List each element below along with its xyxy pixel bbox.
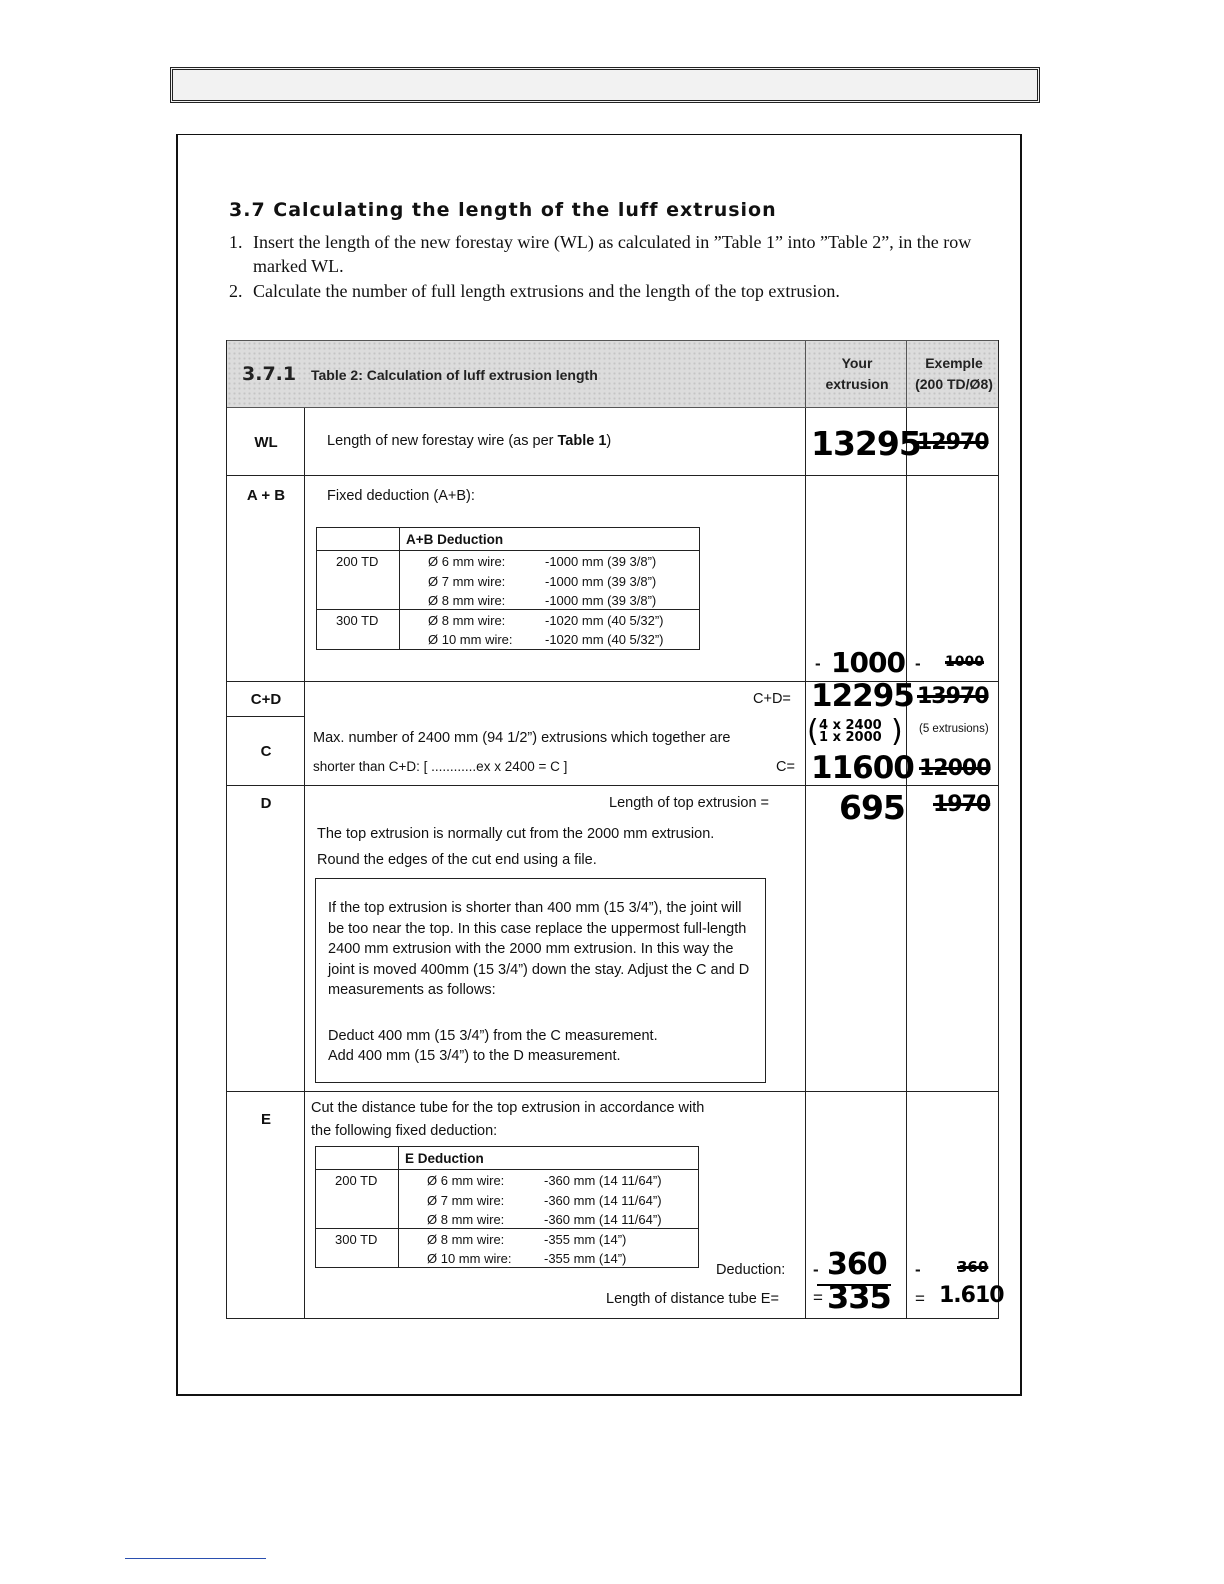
e-description-line1: Cut the distance tube for the top extrusion in accordance with (311, 1100, 705, 1116)
note-paragraph: Deduct 400 mm (15 3/4”) from the C measurement. Add 400 mm (15 3/4”) to the D measurement. (328, 1027, 658, 1064)
row-label-e: E (260, 1111, 271, 1128)
c-description-line2: shorter than C+D: [ ............ex x 2400 = C ] (313, 759, 568, 774)
wl-description: Length of new forestay wire (as per Table 1) (327, 433, 612, 449)
model-label: 300 TD (335, 1232, 378, 1247)
instruction-item: 2. Calculate the number of full length extrusions and the length of the top extrusion. (229, 281, 840, 301)
instruction-text: Calculate the number of full length extrusions and the length of the top extrusion. (253, 281, 840, 301)
model-label: 200 TD (335, 1173, 378, 1188)
wire-size: Ø 6 mm wire: (427, 1173, 505, 1188)
deduction-value: -1000 mm (39 3/8”) (545, 554, 657, 569)
note-paragraph: If the top extrusion is shorter than 400 mm (15 3/4”), the joint will be too near the top. In this case replace the uppermost full-length 2400 mm extrusion with the 2000 mm extrusion. In this way the joint is moved 400mm (15 3/4”) down the stay. Adjust the C and D measurements as follows: (328, 900, 750, 998)
minus-sign: - (815, 654, 821, 673)
d-description-line1: The top extrusion is normally cut from the 2000 mm extrusion. (317, 826, 715, 842)
example-cd-value: 13970 (917, 684, 989, 709)
wire-size: Ø 7 mm wire: (428, 574, 506, 589)
table-header (227, 340, 998, 408)
deduction-value: -360 mm (14 11/64”) (544, 1193, 662, 1208)
header-bar (170, 67, 1040, 103)
e-deduction-header: E Deduction (405, 1151, 484, 1166)
your-ab-value: 1000 (831, 646, 905, 679)
example-d-value: 1970 (933, 792, 991, 817)
your-e-deduction: 360 (827, 1247, 887, 1282)
instruction-text: Insert the length of the new forestay wire (WL) as calculated in ”Table 1” into ”Table 2”, in the row marked WL. (253, 232, 972, 276)
deduction-value: -1020 mm (40 5/32”) (545, 632, 664, 647)
deduction-value: -360 mm (14 11/64”) (544, 1173, 662, 1188)
example-wl-value: 12970 (917, 430, 989, 455)
cd-formula: C+D= (753, 691, 791, 707)
wire-size: Ø 8 mm wire: (427, 1232, 505, 1247)
wire-size: Ø 8 mm wire: (427, 1212, 505, 1227)
c-description-line1: Max. number of 2400 mm (94 1/2”) extrusions which together are (313, 730, 731, 746)
wire-size: Ø 10 mm wire: (428, 632, 513, 647)
example-c-note: (5 extrusions) (919, 723, 989, 735)
calculation-table: 3.7.1 Table 2: Calculation of luff extrusion length Your extrusion Exemple (200 TD/Ø8) WL Length of new forestay wire (as per Table 1) 13295 12970 A + B Fixed deduction (A+B): A+B Deduction 200 TD Ø 6 mm wire: -1000 mm (39 3/8”) Ø 7 mm wire: -1000 mm (39 3/8”) Ø 8 mm wire: -1000 mm (39 3/8”) 300 TD Ø 8 mm wire: -1020 mm (40 5/32”) Ø 10 mm wire: -1020 mm (40 5/32”) - 1000 - 1000 C+D C+D= 12295 13970 C Max. number of 2400 mm (94 1/2”) extrusions which together are shorter than C+D: [ ............ex x 2400 = C ] C= ( 4 x 2400 1 x 2000 ) (5 extrusions) 11600 12000 D Length of top extrusion = The top extrusion is normally cut from the 2000 mm extrusion. Round the edges of the cut end using a file. If the top extrusion is shorter than 400 mm (15 3/4”), the joint will be too near the top. In this case replace the uppermost full-length 2400 mm extrusion with the 2000 mm extrusion. In this way the joint is moved 400mm (15 3/4”) down the stay. Adjust the C and D measurements as follows: Deduct 400 mm (15 3/4”) from the C measurement. Add 400 mm (15 3/4”) to the D measurement. 695 1970 E Cut the distance tube for the top extrusion in accordance with the following fixed deduction: E Deduction 200 TD Ø 6 mm wire: -360 mm (14 11/64”) Ø 7 mm wire: -360 mm (14 11/64”) Ø 8 mm wire: -360 mm (14 11/64”) 300 TD Ø 8 mm wire: -355 mm (14”) Ø 10 mm wire: -355 mm (14”) Deduction: Length of distance tube E= - 360 - 360 = 335 = 1.610 (226, 340, 999, 1319)
row-divider (227, 1091, 998, 1092)
ab-deduction-header: A+B Deduction (406, 532, 504, 547)
deduction-label: Deduction: (716, 1262, 786, 1278)
column-divider (906, 408, 907, 1318)
your-c-value: 11600 (811, 750, 914, 786)
instruction-item: 1. Insert the length of the new forestay wire (WL) as calculated in ”Table 1” into ”Table 2”, in the row marked WL. (229, 232, 972, 276)
table-title: Table 2: Calculation of luff extrusion length (311, 367, 598, 383)
model-label: 200 TD (336, 554, 379, 569)
wire-size: Ø 6 mm wire: (428, 554, 506, 569)
example-c-value: 12000 (919, 756, 991, 781)
row-divider (227, 475, 998, 476)
wire-size: Ø 8 mm wire: (428, 593, 506, 608)
footnote-separator (125, 1558, 266, 1559)
row-label-c: C (260, 743, 272, 760)
your-wl-value: 13295 (811, 424, 921, 463)
section-title: 3.7 Calculating the length of the luff extrusion (229, 199, 777, 221)
distance-tube-label: Length of distance tube E= (606, 1291, 779, 1307)
model-label: 300 TD (336, 613, 379, 628)
deduction-value: -1020 mm (40 5/32”) (545, 613, 664, 628)
wire-size: Ø 7 mm wire: (427, 1193, 505, 1208)
ab-deduction-table (316, 527, 700, 650)
deduction-value: -360 mm (14 11/64”) (544, 1212, 662, 1227)
ab-description: Fixed deduction (A+B): (327, 488, 475, 504)
deduction-value: -355 mm (14”) (544, 1232, 627, 1247)
minus-sign: - (813, 1260, 819, 1279)
your-d-value: 695 (839, 788, 905, 827)
minus-sign: - (915, 1260, 921, 1279)
example-e-length: 1.610 (939, 1283, 1004, 1308)
header-divider (805, 340, 806, 408)
e-description-line2: the following fixed deduction: (311, 1123, 498, 1139)
d-description-line2: Round the edges of the cut end using a file. (317, 852, 597, 868)
wire-size: Ø 10 mm wire: (427, 1251, 512, 1266)
note-box (315, 878, 766, 1083)
row-divider (227, 716, 304, 717)
c-formula: C= (776, 759, 795, 775)
example-ab-value: 1000 (945, 654, 984, 670)
row-label-wl: WL (254, 434, 278, 451)
example-header: Exemple (200 TD/Ø8) (915, 355, 993, 392)
d-formula: Length of top extrusion = (609, 795, 770, 811)
row-label-ab: A + B (246, 487, 286, 504)
table-number: 3.7.1 (242, 363, 297, 385)
column-divider (805, 408, 806, 1318)
instruction-list (229, 230, 989, 303)
example-e-deduction: 360 (957, 1258, 989, 1276)
equals-sign: = (915, 1289, 925, 1308)
deduction-value: -355 mm (14”) (544, 1251, 627, 1266)
wire-size: Ø 8 mm wire: (428, 613, 506, 628)
your-extrusion-header: Your extrusion (825, 355, 889, 392)
deduction-value: -1000 mm (39 3/8”) (545, 593, 657, 608)
header-divider (906, 340, 907, 408)
row-label-d: D (260, 795, 272, 812)
your-cd-value: 12295 (811, 678, 914, 714)
column-divider (304, 408, 305, 1318)
e-deduction-table (315, 1146, 699, 1268)
deduction-value: -1000 mm (39 3/8”) (545, 574, 657, 589)
your-c-calculation: 4 x 2400 1 x 2000 (819, 718, 882, 745)
equals-sign: = (813, 1288, 823, 1307)
your-e-length: 335 (827, 1278, 891, 1316)
minus-sign: - (915, 654, 921, 673)
row-label-cd: C+D (250, 691, 282, 708)
